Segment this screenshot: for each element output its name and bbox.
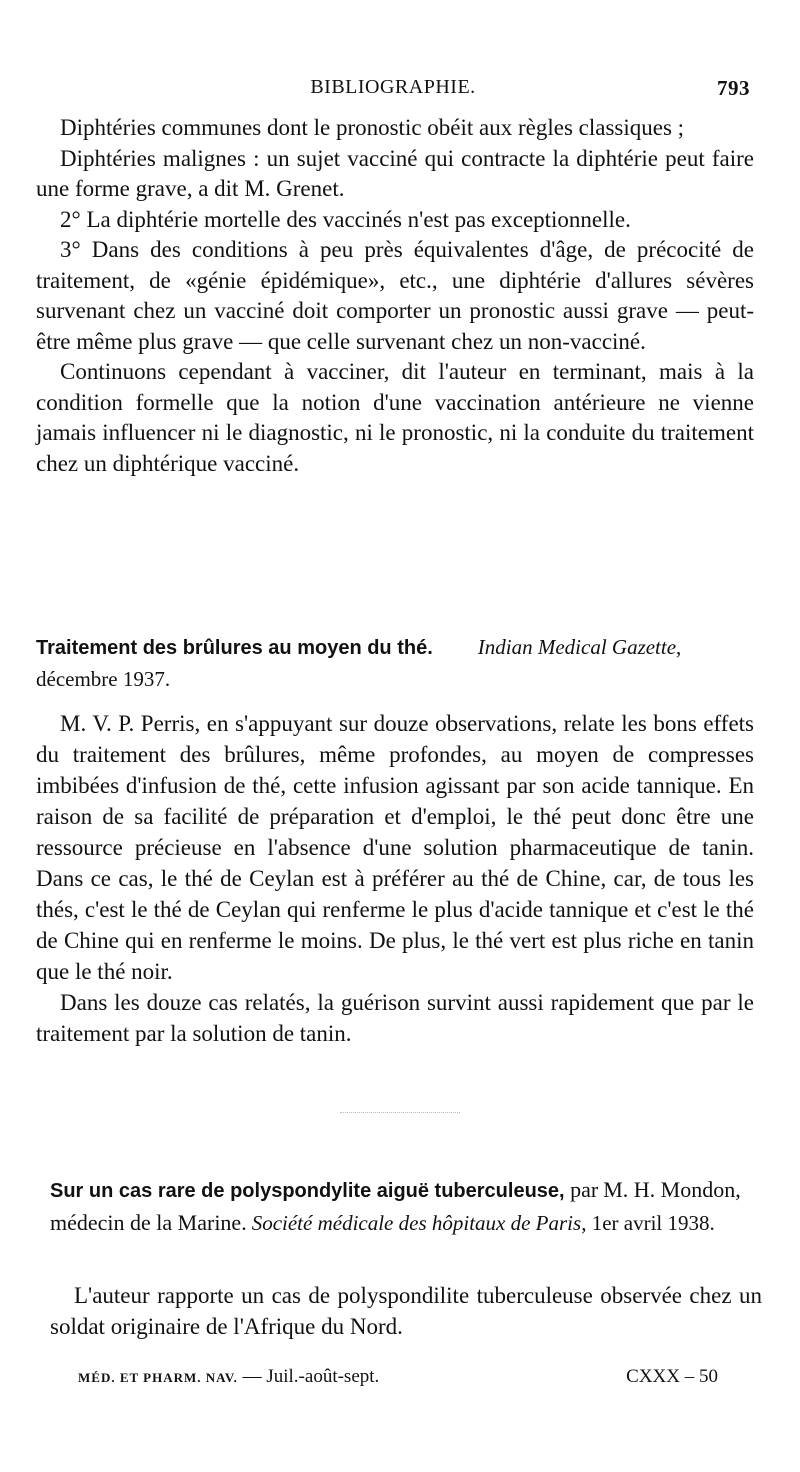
article-heading-2 [50, 1174, 762, 1240]
section-divider [340, 1112, 460, 1114]
footer-journal [78, 1366, 379, 1388]
publication-date: , 1er avril 1938. [581, 1211, 715, 1235]
page-header [36, 70, 750, 110]
running-title: BIBLIOGRAPHIE. [310, 76, 476, 98]
paragraph: Diphtéries communes dont le pronostic obéit aux règles classiques ; [60, 115, 685, 140]
page-number: 793 [717, 76, 750, 100]
by-word: par [564, 1177, 599, 1202]
article-author: M. H. Mondon, médecin de la Marine. [50, 1177, 741, 1235]
paragraph: Continuons cependant à vacciner, dit l'auteur en terminant, mais à la condition formelle que la notion d'une vaccination antérieure ne vienne jamais influencer ni le diagnostic, ni le pronostic, ni la conduite du traitement chez un diphtérique vacciné. [36, 359, 754, 476]
paragraph: Dans les douze cas relatés, la guérison survint aussi rapidement que par le traitement par la solution de tanin. [36, 990, 754, 1046]
article-heading-1 [36, 632, 754, 696]
article-title: Sur un cas rare de polyspondylite aiguë tuberculeuse, [50, 1180, 565, 1202]
section-1-text [36, 113, 754, 479]
section-3-text [50, 1280, 762, 1342]
journal-name: Société médicale des hôpitaux de Paris [251, 1211, 582, 1235]
paragraph: L'auteur rapporte un cas de polyspondilite tuberculeuse observée chez un soldat originaire de l'Afrique du Nord. [50, 1283, 762, 1339]
paragraph: Diphtéries malignes : un sujet vacciné qui contracte la diphtérie peut faire une forme grave, a dit M. Grenet. [36, 145, 754, 201]
issue-period: — Juil.-août-sept. [237, 1366, 380, 1387]
article-title: Traitement des brûlures au moyen du thé. [36, 637, 433, 659]
page-footer [78, 1364, 718, 1394]
paragraph: 2° La diphtérie mortelle des vaccinés n'est pas exceptionnelle. [60, 206, 631, 232]
signature-mark: CXXX – 50 [626, 1366, 718, 1387]
publication-date: , décembre 1937. [36, 635, 682, 691]
paragraph: M. V. P. Perris, en s'appuyant sur douze observations, relate les bons effets du traitement des brûlures, même profondes, au moyen de compresses imbibées d'infusion de thé, cette infusion agissant par son acide tannique. En raison de sa facilité de préparation et d'emploi, le thé peut donc être une ressource précieuse en l'absence d'une solution pharmaceutique de tanin. Dans ce cas, le thé de Ceylan est à préférer au thé de Chine, car, de tous les thés, c'est le thé de Ceylan qui renferme le plus d'acide tannique et c'est le thé de Chine qui en renferme le moins. De plus, le thé vert est plus riche en tanin que le thé noir. [36, 711, 754, 984]
journal-name: Indian Medical Gazette [477, 635, 677, 659]
paragraph: 3° Dans des conditions à peu près équivalentes d'âge, de précocité de traitement, de «génie épidémique», etc., une diphtérie d'allures sévères survenant chez un vacciné doit comporter un pronostic aussi grave — peut-être même plus grave — que celle survenant chez un non-vacciné. [36, 237, 754, 354]
journal-abbrev: MÉD. ET PHARM. NAV. [78, 1370, 238, 1385]
section-2-text [36, 708, 754, 1049]
